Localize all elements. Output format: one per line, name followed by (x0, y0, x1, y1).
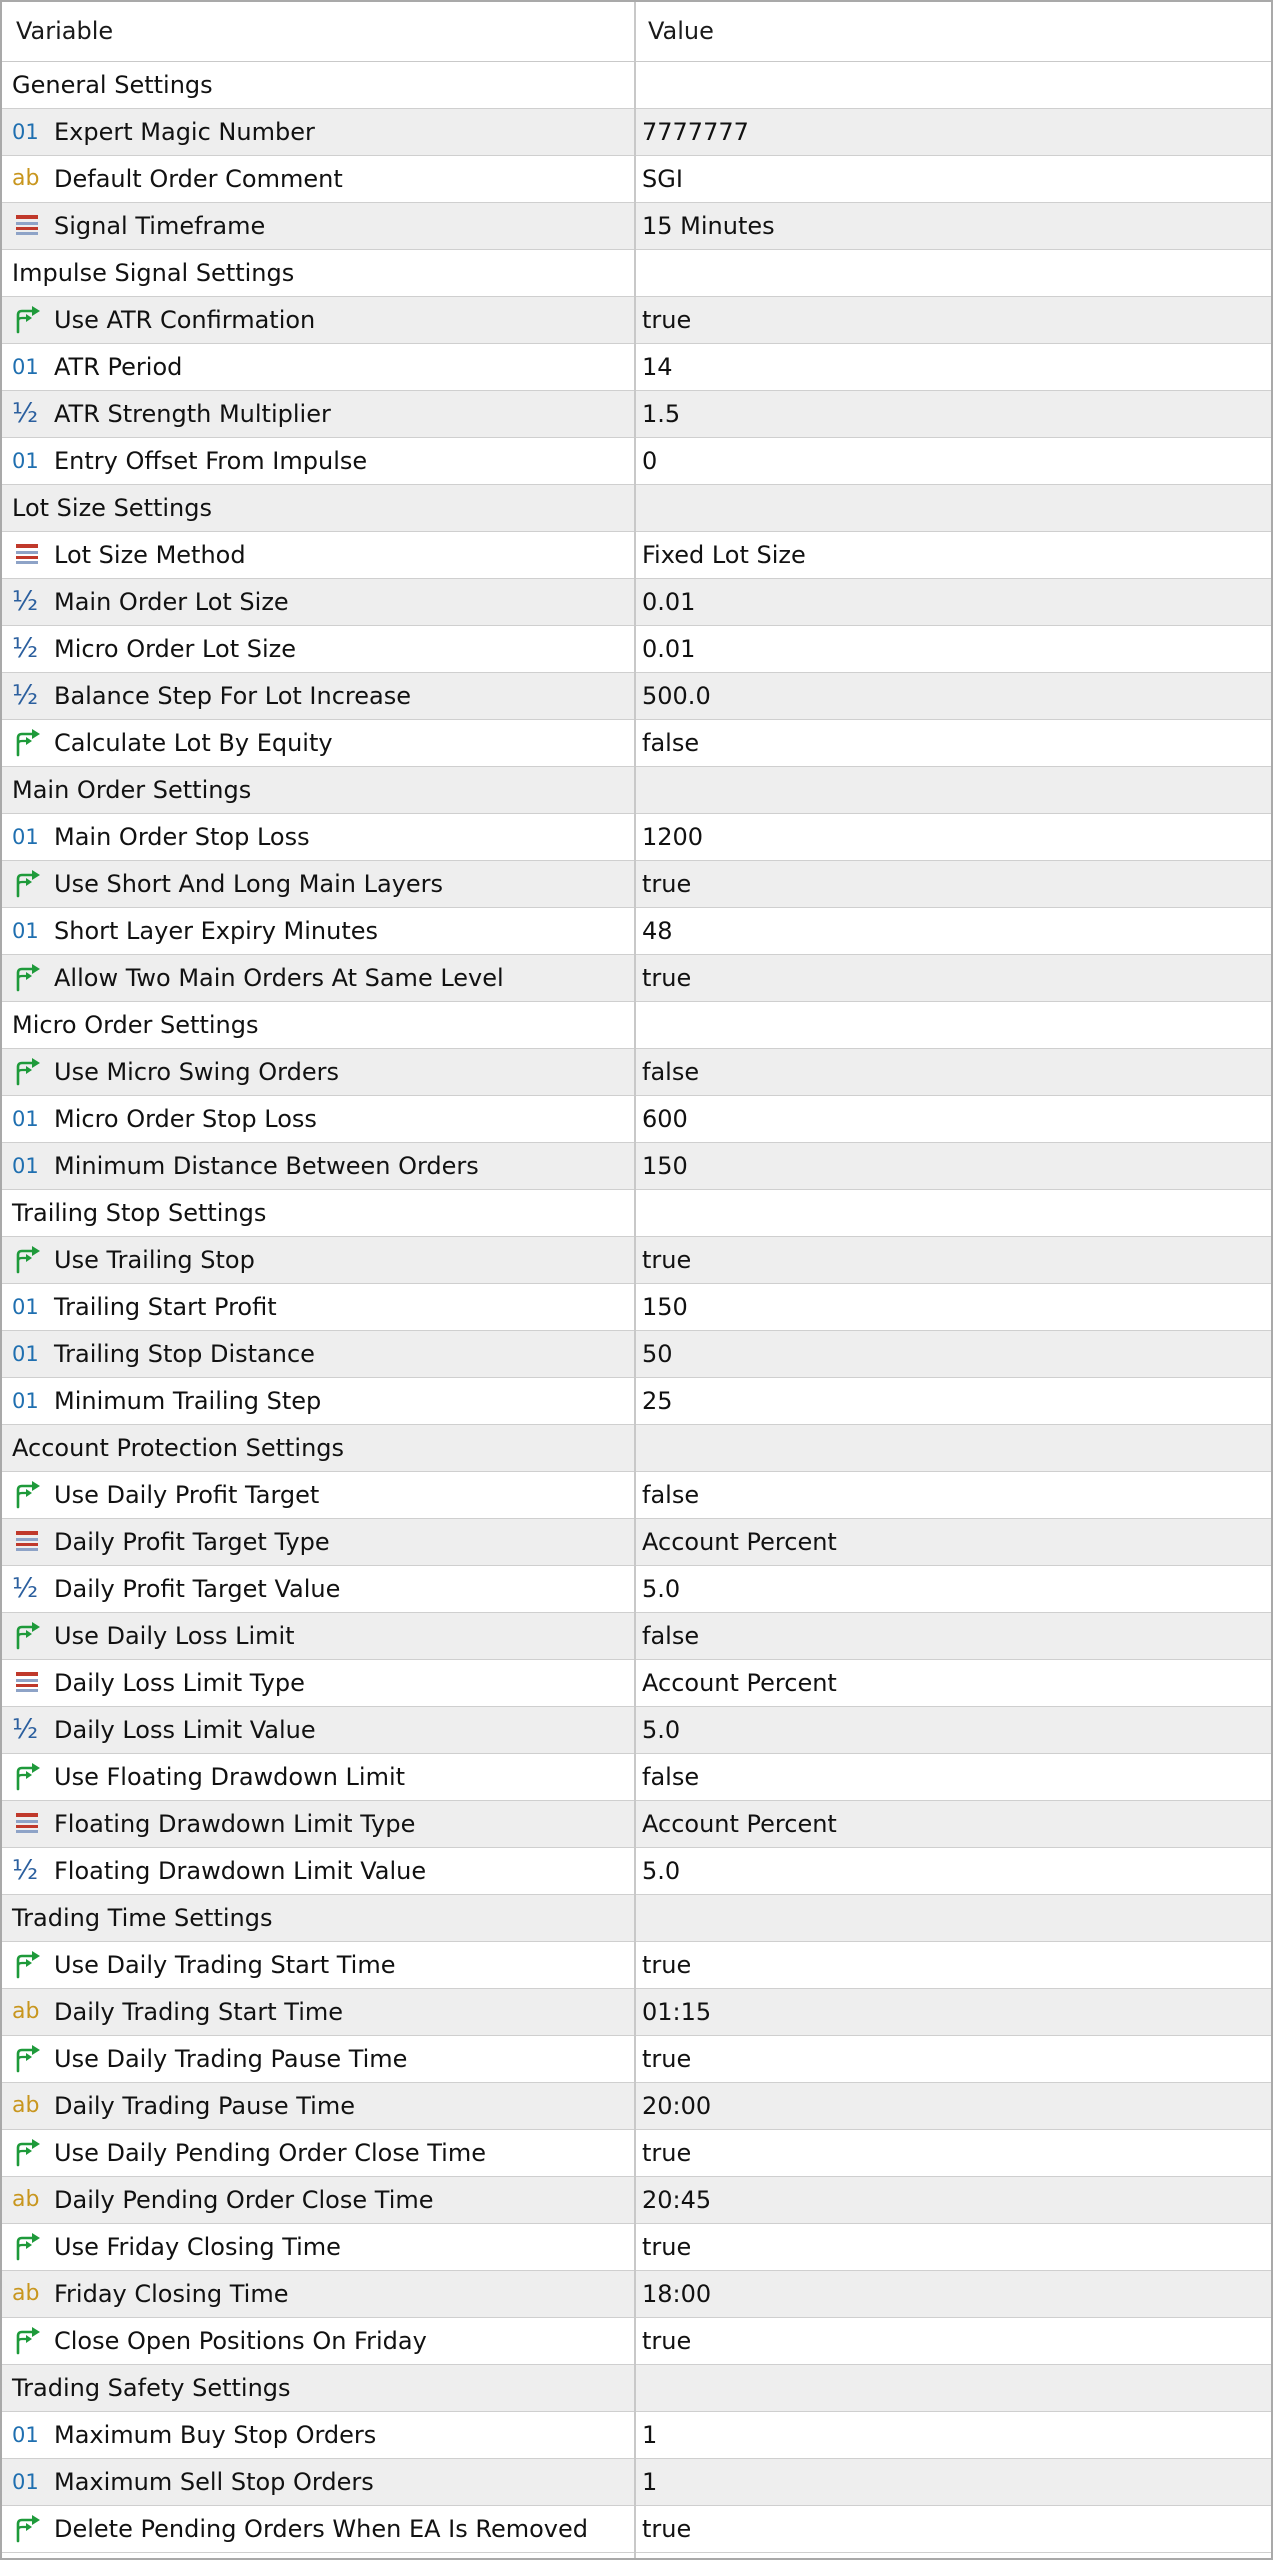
int-icon-glyph: 01 (12, 1107, 39, 1131)
parameter-value[interactable]: false (642, 729, 700, 757)
bool-icon (12, 1621, 44, 1651)
int-icon-glyph: 01 (12, 1295, 39, 1319)
parameter-row[interactable] (2, 391, 1271, 438)
parameter-value[interactable]: 25 (642, 1387, 673, 1415)
int-icon (12, 2467, 44, 2497)
parameter-name: ATR Strength Multiplier (54, 400, 331, 428)
parameter-name: Daily Trading Start Time (54, 1998, 344, 2026)
parameter-value[interactable]: true (642, 964, 692, 992)
parameter-value[interactable]: 1 (642, 2421, 658, 2449)
int-icon-glyph: 01 (12, 2423, 39, 2447)
double-icon (12, 1574, 44, 1604)
parameter-name: Use ATR Confirmation (54, 306, 316, 334)
parameter-name: Trailing Stop Distance (54, 1340, 315, 1368)
parameter-row[interactable] (2, 2318, 1271, 2365)
section-title: Lot Size Settings (12, 494, 213, 522)
section-header[interactable] (2, 62, 1271, 109)
section-header[interactable] (2, 2365, 1271, 2412)
column-divider[interactable] (634, 2, 636, 2558)
int-icon (12, 822, 44, 852)
parameter-name: Use Daily Pending Order Close Time (54, 2139, 486, 2167)
parameter-name: Micro Order Lot Size (54, 635, 296, 663)
parameter-row[interactable] (2, 1096, 1271, 1143)
parameter-row[interactable] (2, 673, 1271, 720)
parameter-row[interactable] (2, 1754, 1271, 1801)
int-icon-glyph: 01 (12, 449, 39, 473)
parameter-row[interactable] (2, 109, 1271, 156)
parameter-name: Short Layer Expiry Minutes (54, 917, 379, 945)
section-header[interactable] (2, 767, 1271, 814)
parameter-row[interactable] (2, 2459, 1271, 2506)
parameter-row[interactable] (2, 1660, 1271, 1707)
double-icon-glyph: ½ (12, 633, 39, 664)
bool-icon (12, 1057, 44, 1087)
bool-icon (12, 2138, 44, 2168)
parameter-name: Signal Timeframe (54, 212, 266, 240)
int-icon (12, 1104, 44, 1134)
double-icon (12, 634, 44, 664)
parameter-row[interactable] (2, 1801, 1271, 1848)
int-icon-glyph: 01 (12, 1154, 39, 1178)
double-icon-glyph: ½ (12, 398, 39, 429)
parameter-name: Minimum Trailing Step (54, 1387, 322, 1415)
parameter-name: Daily Pending Order Close Time (54, 2186, 434, 2214)
string-icon (12, 1997, 44, 2027)
section-header[interactable] (2, 1895, 1271, 1942)
int-icon (12, 117, 44, 147)
section-title: Main Order Settings (12, 776, 252, 804)
parameter-row[interactable] (2, 438, 1271, 485)
bool-icon (12, 2326, 44, 2356)
bool-icon (12, 1245, 44, 1275)
enum-icon (12, 540, 44, 570)
string-icon-glyph: ab (12, 2093, 40, 2118)
enum-icon (12, 1668, 44, 1698)
parameter-name: Calculate Lot By Equity (54, 729, 333, 757)
parameter-name: Delete Pending Orders When EA Is Removed (54, 2515, 588, 2543)
parameter-name: Use Daily Loss Limit (54, 1622, 295, 1650)
section-title: Trading Safety Settings (12, 2374, 291, 2402)
parameter-value[interactable]: 1200 (642, 823, 704, 851)
string-icon (12, 2185, 44, 2215)
parameter-value[interactable]: 7777777 (642, 118, 749, 146)
parameter-name: Balance Step For Lot Increase (54, 682, 411, 710)
int-icon-glyph: 01 (12, 1342, 39, 1366)
parameter-name: Trailing Start Profit (54, 1293, 277, 1321)
parameter-value[interactable]: SGI (642, 165, 683, 193)
parameter-row[interactable] (2, 1331, 1271, 1378)
column-header-variable[interactable]: Variable (16, 17, 114, 45)
parameter-row[interactable] (2, 2271, 1271, 2318)
parameter-value[interactable]: 48 (642, 917, 673, 945)
parameter-name: Use Daily Trading Pause Time (54, 2045, 408, 2073)
parameter-name: Use Short And Long Main Layers (54, 870, 444, 898)
bool-icon (12, 869, 44, 899)
parameter-value[interactable]: 500.0 (642, 682, 711, 710)
parameter-row[interactable] (2, 1566, 1271, 1613)
parameter-row[interactable] (2, 955, 1271, 1002)
parameter-row[interactable] (2, 2036, 1271, 2083)
bool-icon (12, 2514, 44, 2544)
parameter-list (2, 62, 1271, 2553)
parameter-row[interactable] (2, 1284, 1271, 1331)
parameter-value[interactable]: 20:45 (642, 2186, 712, 2214)
int-icon (12, 1386, 44, 1416)
parameter-name: Lot Size Method (54, 541, 246, 569)
parameter-value[interactable]: false (642, 1058, 700, 1086)
int-icon-glyph: 01 (12, 825, 39, 849)
parameter-row[interactable] (2, 1237, 1271, 1284)
parameter-row[interactable] (2, 1143, 1271, 1190)
parameter-name: Daily Loss Limit Value (54, 1716, 316, 1744)
parameter-value[interactable]: 0.01 (642, 588, 696, 616)
section-title: Impulse Signal Settings (12, 259, 295, 287)
parameter-row[interactable] (2, 297, 1271, 344)
int-icon-glyph: 01 (12, 1389, 39, 1413)
parameter-row[interactable] (2, 1942, 1271, 1989)
parameter-value[interactable]: false (642, 1763, 700, 1791)
double-icon (12, 587, 44, 617)
column-header-value[interactable]: Value (648, 17, 714, 45)
enum-icon (12, 1809, 44, 1839)
parameter-value[interactable]: false (642, 1481, 700, 1509)
parameter-row[interactable] (2, 814, 1271, 861)
parameter-name: Micro Order Stop Loss (54, 1105, 317, 1133)
int-icon-glyph: 01 (12, 355, 39, 379)
parameter-row[interactable] (2, 908, 1271, 955)
bool-icon (12, 2232, 44, 2262)
parameter-name: Daily Loss Limit Type (54, 1669, 305, 1697)
parameter-value[interactable]: true (642, 1246, 692, 1274)
parameter-name: Expert Magic Number (54, 118, 315, 146)
string-icon (12, 164, 44, 194)
int-icon-glyph: 01 (12, 2470, 39, 2494)
string-icon-glyph: ab (12, 1999, 40, 2024)
parameter-value[interactable]: true (642, 2515, 692, 2543)
double-icon (12, 681, 44, 711)
parameter-row[interactable] (2, 2083, 1271, 2130)
parameter-value[interactable]: 50 (642, 1340, 673, 1368)
parameter-name: Main Order Stop Loss (54, 823, 310, 851)
parameter-row[interactable] (2, 626, 1271, 673)
parameter-value[interactable]: 5.0 (642, 1575, 681, 1603)
enum-icon (12, 211, 44, 241)
parameter-value[interactable]: true (642, 2139, 692, 2167)
bool-icon (12, 305, 44, 335)
parameter-name: Use Micro Swing Orders (54, 1058, 339, 1086)
parameter-value[interactable]: 150 (642, 1293, 688, 1321)
int-icon-glyph: 01 (12, 919, 39, 943)
parameter-row[interactable] (2, 1049, 1271, 1096)
section-header[interactable] (2, 250, 1271, 297)
parameter-row[interactable] (2, 579, 1271, 626)
section-header[interactable] (2, 485, 1271, 532)
double-icon (12, 399, 44, 429)
double-icon-glyph: ½ (12, 680, 39, 711)
parameter-name: Use Daily Trading Start Time (54, 1951, 396, 1979)
int-icon (12, 1151, 44, 1181)
section-title: Trading Time Settings (12, 1904, 273, 1932)
parameter-value[interactable]: 1.5 (642, 400, 681, 428)
parameter-row[interactable] (2, 532, 1271, 579)
parameter-row[interactable] (2, 156, 1271, 203)
bool-icon (12, 963, 44, 993)
parameter-row[interactable] (2, 2412, 1271, 2459)
section-title: General Settings (12, 71, 213, 99)
parameter-row[interactable] (2, 1378, 1271, 1425)
parameter-value[interactable]: 600 (642, 1105, 688, 1133)
parameter-value[interactable]: 5.0 (642, 1857, 681, 1885)
parameter-name: Default Order Comment (54, 165, 343, 193)
parameter-name: Friday Closing Time (54, 2280, 289, 2308)
parameter-row[interactable] (2, 720, 1271, 767)
double-icon-glyph: ½ (12, 1573, 39, 1604)
parameter-row[interactable] (2, 1989, 1271, 2036)
parameter-name: Main Order Lot Size (54, 588, 289, 616)
int-icon (12, 446, 44, 476)
parameter-value[interactable]: false (642, 1622, 700, 1650)
bool-icon (12, 2044, 44, 2074)
parameter-name: Close Open Positions On Friday (54, 2327, 427, 2355)
parameter-value[interactable]: 15 Minutes (642, 212, 775, 240)
parameter-name: Maximum Buy Stop Orders (54, 2421, 377, 2449)
parameter-name: Daily Profit Target Value (54, 1575, 341, 1603)
parameter-row[interactable] (2, 1848, 1271, 1895)
parameter-name: Daily Profit Target Type (54, 1528, 330, 1556)
int-icon (12, 1339, 44, 1369)
parameter-value[interactable]: true (642, 2045, 692, 2073)
string-icon-glyph: ab (12, 166, 40, 191)
parameter-name: Minimum Distance Between Orders (54, 1152, 479, 1180)
parameter-value[interactable]: 01:15 (642, 1998, 712, 2026)
parameter-row[interactable] (2, 344, 1271, 391)
parameter-value[interactable]: Account Percent (642, 1669, 837, 1697)
parameter-name: Allow Two Main Orders At Same Level (54, 964, 504, 992)
string-icon-glyph: ab (12, 2187, 40, 2212)
parameter-row[interactable] (2, 1519, 1271, 1566)
parameter-row[interactable] (2, 2224, 1271, 2271)
string-icon-glyph: ab (12, 2281, 40, 2306)
parameter-row[interactable] (2, 2177, 1271, 2224)
string-icon (12, 2091, 44, 2121)
parameter-name: Use Friday Closing Time (54, 2233, 341, 2261)
int-icon (12, 2420, 44, 2450)
parameter-value[interactable]: 14 (642, 353, 673, 381)
section-header[interactable] (2, 1425, 1271, 1472)
double-icon-glyph: ½ (12, 586, 39, 617)
parameter-value[interactable]: true (642, 870, 692, 898)
parameter-name: Floating Drawdown Limit Value (54, 1857, 427, 1885)
parameter-value[interactable]: 0.01 (642, 635, 696, 663)
parameter-value[interactable]: true (642, 2327, 692, 2355)
parameter-value[interactable]: 5.0 (642, 1716, 681, 1744)
parameter-row[interactable] (2, 1707, 1271, 1754)
int-icon (12, 1292, 44, 1322)
parameter-value[interactable]: Account Percent (642, 1528, 837, 1556)
parameter-row[interactable] (2, 1472, 1271, 1519)
parameter-row[interactable] (2, 2506, 1271, 2553)
parameter-name: Floating Drawdown Limit Type (54, 1810, 416, 1838)
bool-icon (12, 728, 44, 758)
int-icon (12, 916, 44, 946)
parameter-value[interactable]: 1 (642, 2468, 658, 2496)
int-icon (12, 352, 44, 382)
bool-icon (12, 1480, 44, 1510)
parameter-name: Entry Offset From Impulse (54, 447, 368, 475)
parameter-row[interactable] (2, 2130, 1271, 2177)
enum-icon (12, 1527, 44, 1557)
bool-icon (12, 1762, 44, 1792)
string-icon (12, 2279, 44, 2309)
int-icon-glyph: 01 (12, 120, 39, 144)
parameter-name: Use Daily Profit Target (54, 1481, 320, 1509)
parameter-name: Use Floating Drawdown Limit (54, 1763, 406, 1791)
parameter-value[interactable]: 150 (642, 1152, 688, 1180)
section-header[interactable] (2, 1002, 1271, 1049)
parameter-name: ATR Period (54, 353, 183, 381)
section-title: Micro Order Settings (12, 1011, 259, 1039)
parameter-name: Maximum Sell Stop Orders (54, 2468, 374, 2496)
parameter-value[interactable]: Fixed Lot Size (642, 541, 806, 569)
bool-icon (12, 1950, 44, 1980)
double-icon (12, 1856, 44, 1886)
parameter-name: Daily Trading Pause Time (54, 2092, 355, 2120)
parameter-value[interactable]: true (642, 306, 692, 334)
parameter-value[interactable]: true (642, 2233, 692, 2261)
parameter-value[interactable]: 0 (642, 447, 658, 475)
parameter-value[interactable]: true (642, 1951, 692, 1979)
parameter-row[interactable] (2, 861, 1271, 908)
section-header[interactable] (2, 1190, 1271, 1237)
section-title: Trailing Stop Settings (12, 1199, 267, 1227)
parameter-name: Use Trailing Stop (54, 1246, 255, 1274)
parameter-value[interactable]: 20:00 (642, 2092, 712, 2120)
section-title: Account Protection Settings (12, 1434, 345, 1462)
table-header (2, 2, 1271, 62)
double-icon (12, 1715, 44, 1745)
parameter-value[interactable]: Account Percent (642, 1810, 837, 1838)
double-icon-glyph: ½ (12, 1855, 39, 1886)
parameter-value[interactable]: 18:00 (642, 2280, 712, 2308)
parameter-row[interactable] (2, 203, 1271, 250)
double-icon-glyph: ½ (12, 1714, 39, 1745)
parameter-row[interactable] (2, 1613, 1271, 1660)
